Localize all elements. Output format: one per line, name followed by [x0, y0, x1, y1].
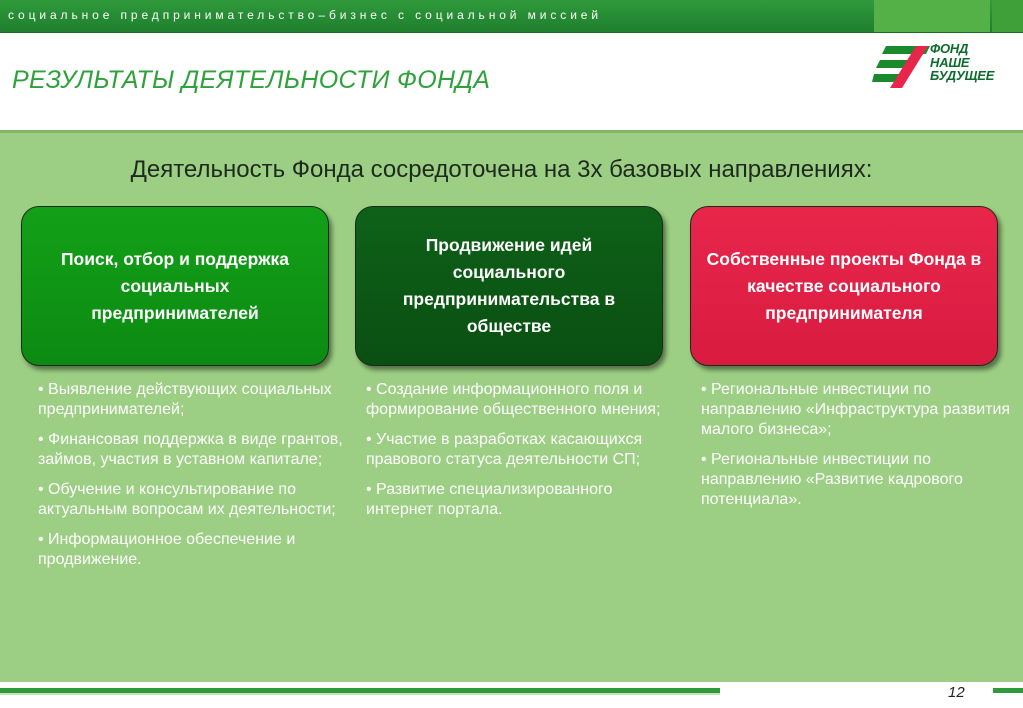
logo-line-3: БУДУЩЕЕ [930, 68, 995, 83]
logo-line-2: НАШЕ [930, 54, 970, 70]
list-item: • Обучение и консультирование по актуальным вопросам их деятельности; [38, 481, 336, 518]
direction-title: Продвижение идей социального предпринимательства в обществе [402, 235, 616, 336]
direction-card-own-projects [690, 206, 998, 366]
section-subtitle: Деятельность Фонда сосредоточена на 3х базовых направлениях: [130, 156, 873, 183]
list-item: • Региональные инвестиции по направлению «Развитие кадрового потенциала». [701, 451, 963, 508]
logo-line-1: ФОНД [930, 41, 969, 56]
list-item: • Создание информационного поля и формирование общественного мнения; [366, 381, 661, 418]
header-accent-block-right [992, 0, 1023, 32]
direction-title: Собственные проекты Фонда в качестве социального предпринимателя [706, 248, 982, 323]
bullet-list-own-projects [701, 380, 1011, 520]
footer-divider-right [993, 688, 1023, 693]
header-bar [0, 0, 1023, 33]
bullet-list-promotion [366, 380, 676, 530]
page-number: 12 [948, 684, 965, 701]
list-item: • Информационное обеспечение и продвижение. [38, 531, 296, 568]
list-item: • Участие в разработках касающихся правового статуса деятельности СП; [366, 431, 643, 468]
list-item: • Финансовая поддержка в виде грантов, займов, участия в уставном капитале; [38, 431, 343, 468]
header-accent-block [874, 0, 990, 32]
logo-mark-icon [872, 42, 932, 90]
list-item: • Региональные инвестиции по направлению «Инфраструктура развития малого бизнеса»; [701, 381, 1011, 438]
direction-card-promotion [355, 206, 663, 366]
page-title: РЕЗУЛЬТАТЫ ДЕЯТЕЛЬНОСТИ ФОНДА [12, 66, 491, 94]
direction-title: Поиск, отбор и поддержка социальных предпринимателей [60, 248, 290, 323]
logo-text [930, 42, 994, 83]
footer-divider-light [0, 693, 720, 695]
list-item: • Развитие специализированного интернет портала. [366, 481, 613, 518]
list-item: • Выявление действующих социальных предпринимателей; [38, 381, 332, 418]
fund-logo [872, 42, 997, 90]
header-tagline: социальное предпринимательство–бизнес с социальной миссией [8, 8, 602, 22]
direction-card-support [21, 206, 329, 366]
bullet-list-support [38, 380, 348, 580]
